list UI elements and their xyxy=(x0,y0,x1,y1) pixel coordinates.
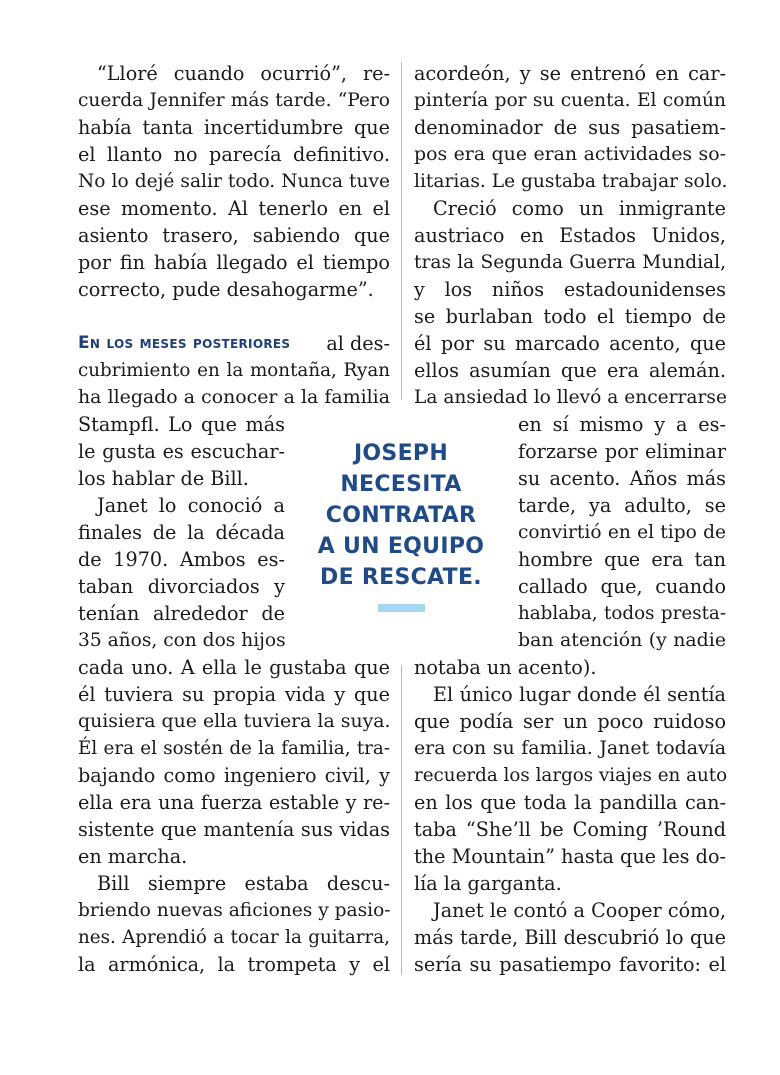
text-line: ha llegado a conocer a la familia xyxy=(78,386,390,408)
text-line: Stampfl. Lo que más xyxy=(78,413,285,436)
text-line: él tuviera su propia vida y que xyxy=(78,683,390,706)
text-line: Él era el sostén de la familia, tra- xyxy=(78,738,390,759)
text-line: le gusta es escuchar- xyxy=(78,440,285,463)
text-line-lead-in xyxy=(78,330,390,357)
text-fragment: al des- xyxy=(326,332,390,355)
text-line: de 1970. Ambos es- xyxy=(78,548,285,571)
text-line: El único lugar donde él sentía xyxy=(433,683,726,706)
text-line: pintería por su cuenta. El común xyxy=(414,90,726,111)
pull-quote-line: NECESITA xyxy=(340,472,462,497)
text-line: briendo nuevas aficiones y pasio- xyxy=(78,900,391,921)
text-line: taba “She’ll be Coming ’Round xyxy=(414,818,726,841)
text-line: ella era una fuerza estable y re- xyxy=(78,791,390,814)
text-line: quisiera que ella tuviera la suya. xyxy=(78,710,391,732)
text-line: finales de la década xyxy=(78,521,285,544)
text-line: por fin había llegado el tiempo xyxy=(78,251,390,274)
text-line: cubrimiento en la montaña, Ryan xyxy=(78,360,390,381)
text-line: recuerda los largos viajes en auto xyxy=(414,765,728,786)
text-line: lía la garganta. xyxy=(414,872,562,895)
text-line: austriaco en Estados Unidos, xyxy=(414,224,726,247)
text-line: cuerda Jennifer más tarde. “Pero xyxy=(78,90,390,111)
column-divider xyxy=(401,665,402,975)
text-line: hablaba, todos presta- xyxy=(518,603,726,624)
text-line: la armónica, la trompeta y el xyxy=(78,953,390,976)
text-line: forzarse por eliminar xyxy=(518,440,726,463)
text-line: sistente que mantenía sus vidas xyxy=(78,818,390,841)
text-line: tenían alrededor de xyxy=(78,602,285,625)
text-line: se burlaban todo el tiempo de xyxy=(414,305,726,328)
text-line: había tanta incertidumbre que xyxy=(78,116,390,139)
text-line: denominador de sus pasatiem- xyxy=(414,116,726,139)
pull-quote-line: A UN EQUIPO xyxy=(317,534,485,559)
pull-quote-line: JOSEPH xyxy=(353,441,449,466)
text-line: que podía ser un poco ruidoso xyxy=(414,710,726,733)
pull-quote-accent-bar xyxy=(378,604,425,612)
text-line: litarias. Le gustaba trabajar solo. xyxy=(414,171,728,192)
text-line: ellos asumían que era alemán. xyxy=(414,359,726,382)
text-line: notaba un acento). xyxy=(414,656,597,679)
text-line: Janet lo conoció a xyxy=(97,494,285,517)
text-line: los hablar de Bill. xyxy=(78,467,249,490)
text-line: era con su familia. Janet todavía xyxy=(414,737,726,759)
text-line: y los niños estadounidenses xyxy=(414,278,726,301)
text-line: sería su pasatiempo favorito: el xyxy=(414,953,726,976)
text-line: Creció como un inmigrante xyxy=(433,197,726,220)
text-line: convirtió en el tipo de xyxy=(518,522,726,543)
text-line: “Lloré cuando ocurrió”, re- xyxy=(97,62,390,85)
text-line: asiento trasero, sabiendo que xyxy=(78,224,390,247)
text-line: tarde, ya adulto, se xyxy=(518,494,726,517)
text-line: taban divorciados y xyxy=(78,575,285,598)
pull-quote xyxy=(300,438,502,593)
text-line: the Mountain” hasta que les do- xyxy=(414,845,726,868)
text-line: nes. Aprendió a tocar la guitarra, xyxy=(78,927,390,948)
text-line: correcto, pude desahogarme”. xyxy=(78,278,374,301)
pull-quote-line: CONTRATAR xyxy=(325,503,477,528)
text-line: Janet le contó a Cooper cómo, xyxy=(433,899,726,922)
text-line: tras la Segunda Guerra Mundial, xyxy=(414,252,726,273)
text-line: ban atención (y nadie xyxy=(518,629,726,651)
text-line: en sí mismo y a es- xyxy=(518,413,726,436)
pull-quote-line: DE RESCATE. xyxy=(320,565,482,590)
text-line: pos era que eran actividades so- xyxy=(414,143,726,165)
column-divider xyxy=(401,62,402,400)
text-line: Bill siempre estaba descu- xyxy=(97,872,390,895)
text-line: ese momento. Al tenerlo en el xyxy=(78,197,390,220)
text-line: La ansiedad lo llevó a encerrarse xyxy=(414,387,727,408)
text-line: cada uno. A ella le gustaba que xyxy=(78,656,390,679)
text-line: hombre que era tan xyxy=(518,548,726,571)
text-line: el llanto no parecía definitivo. xyxy=(78,143,390,166)
text-line: bajando como ingeniero civil, y xyxy=(78,764,390,787)
text-line: más tarde, Bill descubrió lo que xyxy=(414,926,726,949)
text-line: él por su marcado acento, que xyxy=(414,332,726,355)
lead-in: En los meses posteriores xyxy=(78,333,291,353)
text-line: en los que toda la pandilla can- xyxy=(414,791,726,814)
text-line: 35 años, con dos hijos xyxy=(78,630,286,651)
text-line: acordeón, y se entrenó en car- xyxy=(414,62,726,85)
text-line: callado que, cuando xyxy=(518,575,726,598)
text-line: en marcha. xyxy=(78,845,188,868)
text-line: No lo dejé salir todo. Nunca tuve xyxy=(78,171,390,192)
text-line: su acento. Años más xyxy=(518,467,726,490)
